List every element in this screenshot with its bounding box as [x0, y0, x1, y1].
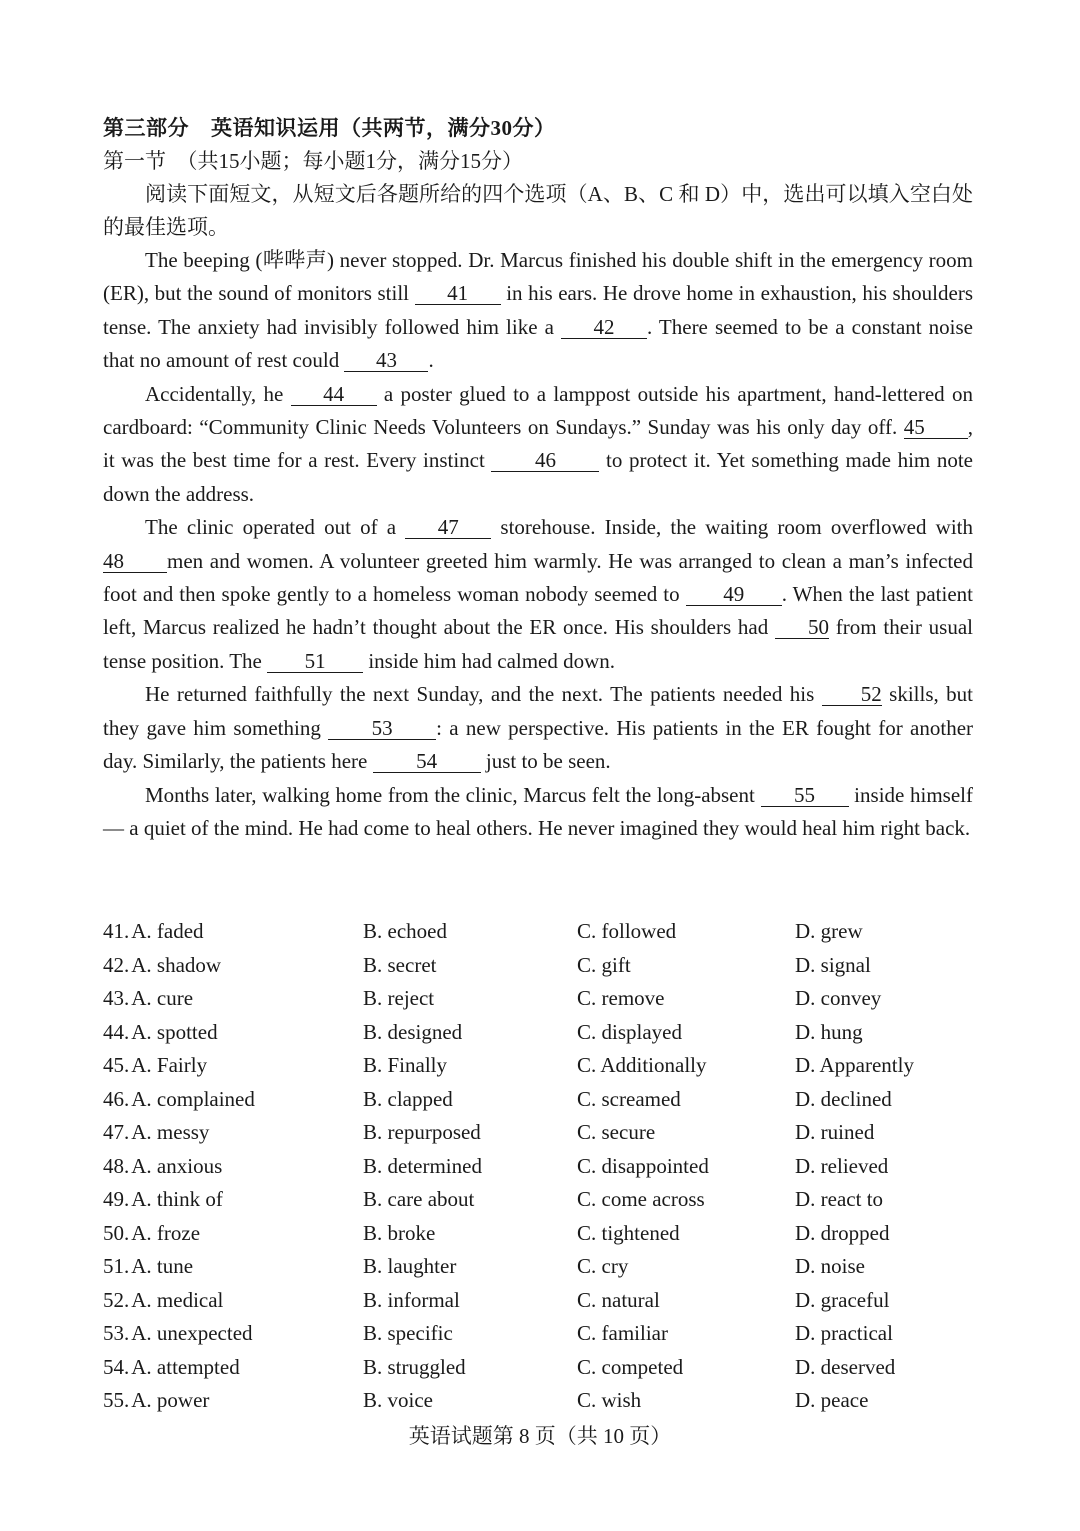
passage-text: to protect it. Yet something made him note down the address.: [103, 448, 973, 506]
option-a: [103, 919, 363, 944]
blank-46: 46: [491, 449, 599, 472]
option-d: D. signal: [795, 952, 871, 977]
option-a: [103, 1355, 363, 1380]
option-c: C. secure: [577, 1120, 656, 1145]
option-row: [103, 1016, 983, 1050]
option-a: [103, 1020, 363, 1045]
option-d: D. dropped: [795, 1220, 890, 1245]
option-c: C. disappointed: [577, 1153, 709, 1178]
option-row: [103, 949, 983, 983]
option-row: [103, 1049, 983, 1083]
passage-text: : a new perspective. His patients in the ER fought for another day. Similarly, the patients here: [103, 715, 974, 774]
question-number: 45.: [103, 1053, 130, 1078]
part-heading: [103, 112, 973, 145]
option-a: [103, 1120, 363, 1145]
question-number: 52.: [103, 1287, 130, 1312]
option-d: D. practical: [795, 1321, 893, 1346]
blank-43: 43: [344, 349, 428, 372]
passage-text: , it was the best time for a rest. Every instinct: [103, 415, 973, 473]
paragraph-1: [103, 244, 973, 378]
option-row: [103, 1116, 983, 1150]
option-c: C. cry: [577, 1254, 629, 1279]
option-row: [103, 1083, 983, 1117]
option-a-text: A. spotted: [131, 1019, 218, 1044]
option-a-text: A. shadow: [131, 952, 222, 977]
option-row: [103, 1317, 983, 1351]
answer-options: [103, 915, 983, 1418]
passage-text: inside him had calmed down.: [363, 648, 616, 673]
page-footer: 英语试题第 8 页（共 10 页）: [408, 1424, 672, 1448]
option-a-text: A. faded: [131, 919, 204, 944]
option-a: [103, 1288, 363, 1313]
option-c: C. familiar: [577, 1321, 668, 1346]
option-d: D. grew: [795, 919, 863, 944]
passage-text: from their usual tense position. The: [103, 615, 973, 673]
passage-text: in his ears. He drove home in exhaustion, his shoulders tense. The anxiety had invisibly followed him like a: [103, 281, 973, 339]
question-number: 49.: [103, 1187, 130, 1212]
exam-page: [103, 112, 973, 845]
blank-49: 49: [686, 583, 782, 606]
option-c: C. gift: [577, 952, 631, 977]
option-row: [103, 1150, 983, 1184]
option-d: D. noise: [795, 1254, 865, 1279]
option-d: D. peace: [795, 1388, 869, 1413]
option-d: D. declined: [795, 1086, 892, 1111]
blank-41: 41: [415, 282, 501, 305]
option-a-text: A. froze: [131, 1220, 201, 1245]
blank-44: 44: [291, 383, 377, 406]
option-a-text: A. cure: [131, 986, 194, 1011]
section-title: 第一节 （共15小题；每小题1分，满分15分）: [103, 149, 523, 173]
option-b: B. voice: [363, 1388, 433, 1413]
option-c: C. followed: [577, 919, 677, 944]
option-c: C. wish: [577, 1388, 642, 1413]
option-c: C. come across: [577, 1187, 705, 1212]
passage-text: Accidentally, he: [145, 381, 291, 406]
option-a-text: A. Fairly: [131, 1053, 208, 1078]
passage-text: The clinic operated out of a: [145, 515, 406, 540]
option-b: B. laughter: [363, 1254, 457, 1279]
option-b: B. repurposed: [363, 1120, 481, 1145]
part-title: 第三部分: [103, 116, 189, 140]
option-b: B. specific: [363, 1321, 453, 1346]
passage-text: storehouse. Inside, the waiting room overflowed with: [491, 515, 973, 540]
question-number: 43.: [103, 986, 130, 1011]
blank-45: 45: [904, 416, 968, 439]
option-c: C. remove: [577, 986, 665, 1011]
option-row: [103, 982, 983, 1016]
paragraph-2: [103, 378, 973, 512]
option-d: D. convey: [795, 986, 882, 1011]
option-d: D. graceful: [795, 1287, 890, 1312]
question-number: 50.: [103, 1220, 130, 1245]
option-a-text: A. think of: [131, 1187, 223, 1212]
option-a-text: A. medical: [131, 1287, 224, 1312]
option-b: B. broke: [363, 1220, 436, 1245]
option-b: B. struggled: [363, 1354, 466, 1379]
option-d: D. hung: [795, 1019, 863, 1044]
question-number: 42.: [103, 952, 130, 977]
option-b: B. reject: [363, 986, 435, 1011]
passage-text: just to be seen.: [480, 749, 611, 774]
blank-48: 48: [103, 550, 167, 573]
option-c: C. tightened: [577, 1220, 680, 1245]
passage-text: a poster glued to a lamppost outside his apartment, hand-lettered on cardboard: “Community Clinic Needs Volunteers on Sundays.” Sunday was his only day off.: [103, 381, 973, 440]
option-row: [103, 1284, 983, 1318]
option-c: C. Additionally: [577, 1053, 707, 1078]
passage-text: The beeping (哔哔声) never stopped. Dr. Marcus finished his double shift in the emergency room (ER), but the sound of monitors still: [103, 248, 973, 306]
passage-text: Months later, walking home from the clinic, Marcus felt the long-absent: [145, 782, 761, 807]
blank-53: 53: [328, 717, 436, 740]
blank-51: 51: [267, 650, 363, 673]
question-number: 55.: [103, 1388, 130, 1413]
passage-text: . There seemed to be a constant noise that no amount of rest could: [103, 314, 973, 373]
question-number: 51.: [103, 1254, 130, 1279]
passage-text: skills, but they gave him something: [103, 682, 973, 740]
blank-52: 52: [822, 683, 882, 706]
option-a: [103, 1187, 363, 1212]
option-b: B. echoed: [363, 919, 447, 944]
passage-text: . When the last patient left, Marcus realized he hadn’t thought about the ER once. His shoulders had: [103, 582, 973, 640]
paragraph-4: [103, 678, 973, 778]
blank-42: 42: [561, 316, 647, 339]
option-a-text: A. power: [131, 1388, 210, 1413]
passage-text: .: [428, 348, 434, 373]
question-number: 46.: [103, 1086, 130, 1111]
passage-text: men and women. A volunteer greeted him warmly. He was arranged to clean a man’s infected foot and then spoke gently to a homeless woman nobody seemed to: [103, 548, 973, 607]
option-b: B. secret: [363, 952, 437, 977]
option-a: [103, 986, 363, 1011]
option-b: B. care about: [363, 1187, 475, 1212]
paragraph-5: [103, 779, 973, 846]
option-d: D. react to: [795, 1187, 884, 1212]
blank-55: 55: [761, 784, 849, 807]
option-a-text: A. attempted: [131, 1354, 240, 1379]
option-a: [103, 1321, 363, 1346]
option-a-text: A. tune: [131, 1254, 194, 1279]
option-b: B. designed: [363, 1019, 463, 1044]
question-number: 54.: [103, 1354, 130, 1379]
option-row: [103, 1183, 983, 1217]
option-a: [103, 953, 363, 978]
option-c: C. competed: [577, 1354, 684, 1379]
option-d: D. relieved: [795, 1153, 889, 1178]
option-a: [103, 1221, 363, 1246]
paragraph-3: [103, 511, 973, 678]
passage-text: inside himself — a quiet of the mind. He had come to heal others. He never imagined they would heal him right back.: [103, 782, 974, 840]
option-a-text: A. complained: [131, 1086, 255, 1111]
question-number: 47.: [103, 1120, 130, 1145]
question-number: 44.: [103, 1019, 130, 1044]
option-a-text: A. unexpected: [131, 1321, 253, 1346]
option-b: B. Finally: [363, 1053, 448, 1078]
option-a: [103, 1087, 363, 1112]
option-b: B. clapped: [363, 1086, 453, 1111]
option-d: D. ruined: [795, 1120, 875, 1145]
option-a-text: A. messy: [131, 1120, 210, 1145]
part-subtitle: 英语知识运用（共两节，满分30分）: [211, 116, 556, 140]
option-c: C. screamed: [577, 1086, 681, 1111]
option-a: [103, 1254, 363, 1279]
option-row: [103, 1384, 983, 1418]
option-d: D. deserved: [795, 1354, 896, 1379]
option-a: [103, 1154, 363, 1179]
question-number: 48.: [103, 1153, 130, 1178]
option-a-text: A. anxious: [131, 1153, 223, 1178]
option-row: [103, 1351, 983, 1385]
option-a: [103, 1053, 363, 1078]
option-b: B. determined: [363, 1153, 482, 1178]
blank-47: 47: [405, 516, 491, 539]
question-number: 53.: [103, 1321, 130, 1346]
option-row: [103, 1250, 983, 1284]
option-row: [103, 1217, 983, 1251]
question-number: 41.: [103, 919, 130, 944]
blank-54: 54: [373, 750, 481, 773]
option-c: C. natural: [577, 1287, 660, 1312]
option-c: C. displayed: [577, 1019, 682, 1044]
option-a: [103, 1388, 363, 1413]
option-row: [103, 915, 983, 949]
blank-50: 50: [775, 616, 829, 639]
option-b: B. informal: [363, 1287, 460, 1312]
option-d: D. Apparently: [795, 1053, 914, 1078]
instructions: 阅读下面短文，从短文后各题所给的四个选项（A、B、C 和 D）中，选出可以填入空白处的最佳选项。: [103, 182, 973, 239]
passage-text: He returned faithfully the next Sunday, and the next. The patients needed his: [145, 682, 822, 707]
